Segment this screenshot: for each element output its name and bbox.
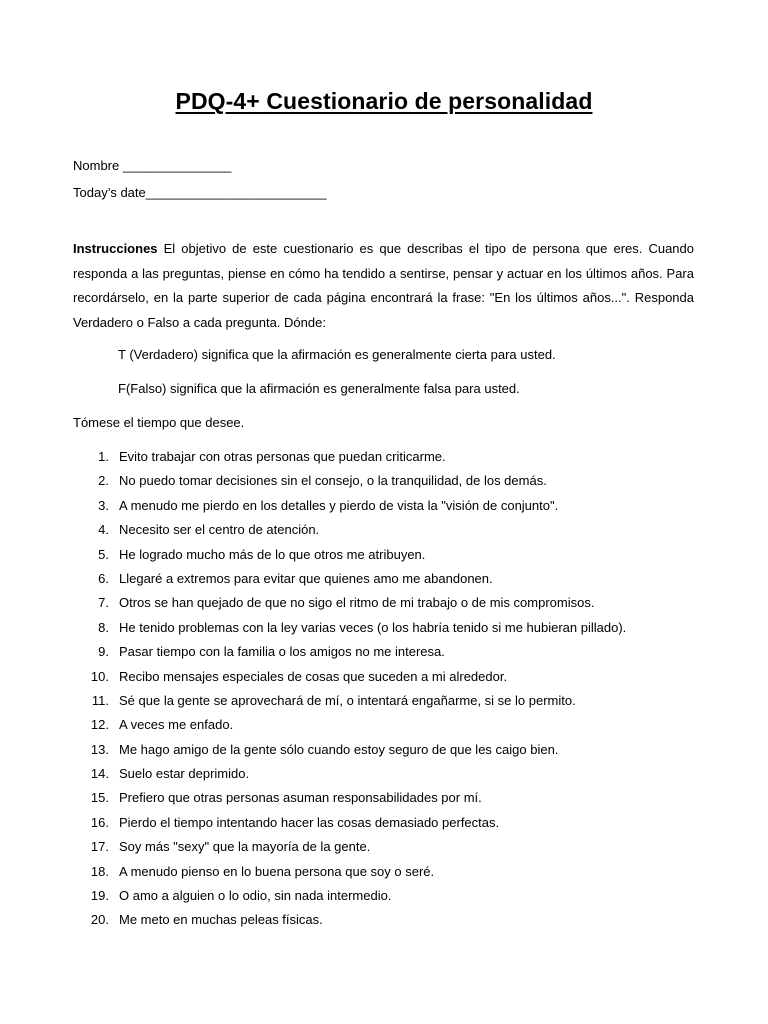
- question-item: [73, 839, 713, 863]
- question-text: Me hago amigo de la gente sólo cuando estoy seguro de que les caigo bien.: [119, 741, 559, 757]
- question-text: Pierdo el tiempo intentando hacer las cosas demasiado perfectas.: [119, 814, 500, 830]
- question-text: Recibo mensajes especiales de cosas que suceden a mi alrededor.: [119, 668, 508, 684]
- question-item: [73, 693, 713, 717]
- question-item: [73, 717, 713, 741]
- question-text: He logrado mucho más de lo que otros me atribuyen.: [119, 546, 426, 562]
- question-item: [73, 644, 713, 668]
- question-number: 4.: [98, 522, 109, 538]
- date-field: Today’s date_________________________: [73, 185, 327, 200]
- instructions-text: El objetivo de este cuestionario es que describas el tipo de persona que eres. Cuando responda a las preguntas, piense en cómo ha tendido a sentirse, pensar y actuar en los últimos años. Para recordárselo, en la parte superior de cada página encontrará la frase: "En los últimos años...". Responda Verdadero o Falso a cada pregunta. Dónde:: [73, 241, 694, 331]
- question-item: [73, 766, 713, 790]
- question-item: [73, 595, 713, 619]
- name-field: Nombre _______________: [73, 158, 232, 173]
- question-text: A veces me enfado.: [119, 717, 234, 733]
- question-item: [73, 864, 713, 888]
- question-item: [73, 620, 713, 644]
- question-item: [73, 742, 713, 766]
- question-number: 3.: [98, 497, 109, 513]
- question-number: 6.: [98, 570, 109, 586]
- question-number: 9.: [98, 644, 109, 660]
- question-text: O amo a alguien o lo odio, sin nada intermedio.: [119, 888, 392, 904]
- question-number: 11.: [91, 692, 109, 708]
- question-number: 10.: [90, 668, 109, 684]
- question-number: 1.: [98, 449, 109, 464]
- question-item: [73, 790, 713, 814]
- question-list: [73, 449, 713, 937]
- question-text: Necesito ser el centro de atención.: [119, 522, 320, 538]
- question-number: 2.: [98, 473, 109, 489]
- question-number: 8.: [98, 619, 109, 635]
- question-number: 16.: [90, 814, 109, 830]
- false-definition: F(Falso) significa que la afirmación es generalmente falsa para usted.: [118, 381, 520, 396]
- question-text: Prefiero que otras personas asuman responsabilidades por mí.: [119, 790, 482, 806]
- question-item: [73, 473, 713, 497]
- instructions-paragraph: [73, 237, 694, 336]
- question-text: Pasar tiempo con la familia o los amigos no me interesa.: [119, 644, 445, 660]
- question-text: He tenido problemas con la ley varias veces (o los habría tenido si me hubieran pillado).: [119, 619, 627, 635]
- question-text: Otros se han quejado de que no sigo el ritmo de mi trabajo o de mis compromisos.: [119, 595, 595, 611]
- question-text: A menudo pienso en lo buena persona que soy o seré.: [119, 863, 435, 879]
- instructions-label: Instrucciones: [73, 241, 158, 256]
- question-item: [73, 815, 713, 839]
- question-number: 19.: [90, 888, 109, 904]
- question-text: Sé que la gente se aprovechará de mí, o intentará engañarme, si se lo permito.: [119, 692, 576, 708]
- question-item: [73, 498, 713, 522]
- question-text: No puedo tomar decisiones sin el consejo, o la tranquilidad, de los demás.: [119, 473, 547, 489]
- question-text: Suelo estar deprimido.: [119, 766, 250, 782]
- question-item: [73, 669, 713, 693]
- question-text: Evito trabajar con otras personas que puedan criticarme.: [119, 449, 446, 464]
- question-text: Llegaré a extremos para evitar que quienes amo me abandonen.: [119, 570, 493, 586]
- question-item: [73, 888, 713, 912]
- time-note: Tómese el tiempo que desee.: [73, 415, 245, 430]
- question-text: Me meto en muchas peleas físicas.: [119, 912, 323, 928]
- question-number: 5.: [98, 546, 109, 562]
- question-item: [73, 449, 713, 473]
- question-item: [73, 571, 713, 595]
- question-number: 7.: [98, 595, 109, 611]
- page-title: PDQ-4+ Cuestionario de personalidad: [175, 88, 593, 114]
- question-text: Soy más "sexy" que la mayoría de la gente.: [119, 839, 371, 855]
- question-number: 14.: [90, 766, 109, 782]
- question-number: 13.: [90, 741, 109, 757]
- question-number: 17.: [90, 839, 109, 855]
- question-number: 20.: [90, 912, 109, 928]
- true-definition: T (Verdadero) significa que la afirmación es generalmente cierta para usted.: [118, 347, 556, 362]
- question-item: [73, 522, 713, 546]
- question-number: 15.: [90, 790, 109, 806]
- question-text: A menudo me pierdo en los detalles y pierdo de vista la "visión de conjunto".: [119, 497, 559, 513]
- question-item: [73, 912, 713, 936]
- question-number: 18.: [90, 863, 109, 879]
- question-item: [73, 547, 713, 571]
- question-number: 12.: [90, 717, 109, 733]
